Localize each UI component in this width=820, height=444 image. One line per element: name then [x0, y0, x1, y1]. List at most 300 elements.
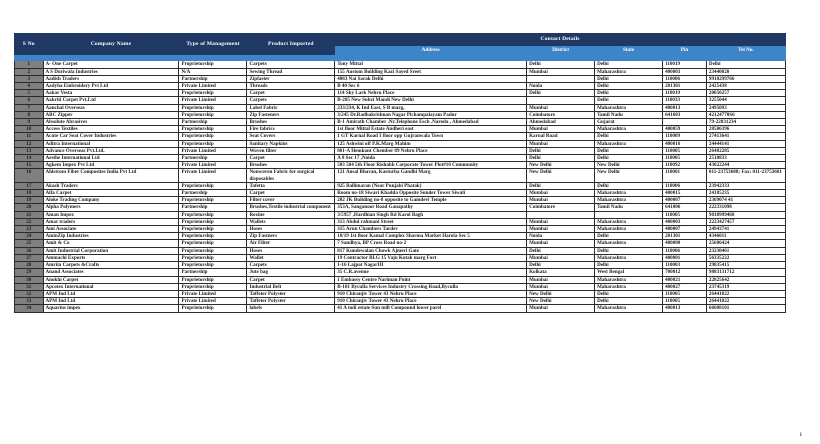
cell-sno: 20 [15, 204, 44, 211]
cell-product-imported: Brushes [247, 162, 335, 169]
cell-company-name: AminZip Industries [43, 233, 179, 240]
cell-type-of-management: Private Limited [179, 169, 247, 182]
column-header-tel-no: Tel No. [706, 46, 785, 55]
cell-state: Maharashtra [595, 305, 663, 312]
cell-product-imported: Carpet [247, 276, 335, 283]
cell-sno: 16 [15, 169, 44, 182]
cell-tel-no: 23440020 [706, 68, 785, 75]
cell-address: 114 Sky Lark Nehru Place [335, 90, 527, 97]
cell-pin: 400001 [663, 254, 707, 261]
cell-sno: 19 [15, 197, 44, 204]
cell-tel-no: 26441022 [706, 290, 785, 297]
cell-pin: 110005 [663, 147, 707, 154]
cell-product-imported: Threads [247, 83, 335, 90]
cell-address: 125 Ashwini off P.K.Marg Mahim [335, 140, 527, 147]
table-row [15, 204, 786, 211]
cell-state: Delhi [595, 290, 663, 297]
cell-company-name: ABC Zipper [43, 111, 179, 118]
cell-type-of-management: Proprietorship [179, 197, 247, 204]
cell-address: 233/234, K Ind East, S B marg, [335, 104, 527, 111]
cell-address: B-1 Amirath Chamber .Nr.Telephone Esch .Naroda , Ahmedabad [335, 119, 527, 126]
table-header [15, 34, 786, 61]
table-row [15, 269, 786, 276]
cell-company-name: Alfa Carpet [43, 190, 179, 197]
table-row [15, 83, 786, 90]
cell-state: Maharashtra [595, 218, 663, 225]
cell-type-of-management: Proprietorship [179, 283, 247, 290]
cell-district: Delhi [527, 90, 595, 97]
cell-type-of-management: Private Limited [179, 97, 247, 104]
cell-tel-no: 42124778S6 [706, 111, 785, 118]
cell-product-imported: Carpet [247, 90, 335, 97]
cell-district: Kolkata [527, 269, 595, 276]
cell-company-name: A S Doriwala Industries [43, 68, 179, 75]
cell-address: 4083 Nai Sarak Delhi [335, 75, 527, 82]
cell-pin: 110019 [663, 61, 707, 68]
cell-company-name: Akash Traders [43, 182, 179, 189]
cell-type-of-management: Proprietorship [179, 126, 247, 133]
cell-type-of-management: Proprietorship [179, 262, 247, 269]
cell-sno: 34 [15, 305, 44, 312]
cell-tel-no: 3255044 [706, 97, 785, 104]
cell-tel-no: 2510833 [706, 155, 785, 162]
cell-pin: 400016 [663, 140, 707, 147]
cell-sno: 1 [15, 61, 44, 68]
cell-district: Mumbai [527, 68, 595, 75]
cell-district: New Delhi [527, 298, 595, 305]
table-row [15, 298, 786, 305]
cell-address: B-205 New Subzi Mandi New Delhi [335, 97, 527, 104]
cell-address: 202 JK Building no-8 opposite to Gamdevi Temple [335, 197, 527, 204]
cell-sno: 5 [15, 90, 44, 97]
cell-state: Delhi [595, 262, 663, 269]
table-row [15, 147, 786, 154]
cell-type-of-management: Private Limited [179, 147, 247, 154]
cell-company-name: Access Textiles [43, 126, 179, 133]
cell-sno: 28 [15, 262, 44, 269]
cell-tel-no: 4346011 [706, 233, 785, 240]
cell-pin: 110005 [663, 290, 707, 297]
cell-state: Delhi [595, 61, 663, 68]
cell-product-imported: Jute bag [247, 269, 335, 276]
cell-company-name: Advance Overseas Pvt.Ltd. [43, 147, 179, 154]
table-row [15, 305, 786, 312]
table-row [15, 61, 786, 68]
cell-company-name: Ammachi Exports [43, 254, 179, 261]
cell-product-imported: Air Filter [247, 240, 335, 247]
cell-district: Delhi [527, 147, 595, 154]
cell-sno: 21 [15, 211, 44, 218]
cell-sno: 6 [15, 97, 44, 104]
cell-district: New Delhi [527, 290, 595, 297]
cell-company-name: Amrita Carpets &Crafts [43, 262, 179, 269]
cell-tel-no: 23230461 [706, 247, 785, 254]
cell-pin: 400027 [663, 283, 707, 290]
cell-type-of-management: Proprietorship [179, 276, 247, 283]
cell-pin: 700012 [663, 269, 707, 276]
cell-address: Room no-18 Siwari Khadda Opposite Sunder Tower Siwali [335, 190, 527, 197]
cell-company-name: Anand Associates [43, 269, 179, 276]
table-row [15, 155, 786, 162]
cell-address: 925 Ballimaran (Near Punjabi Phatak) [335, 182, 527, 189]
cell-state: Maharashtra [595, 283, 663, 290]
cell-tel-no: 28506396 [706, 126, 785, 133]
cell-pin: 400007 [663, 197, 707, 204]
cell-product-imported: Hoses [247, 226, 335, 233]
cell-address: 910 Chiranjiv Tower 43 Nehru Place [335, 290, 527, 297]
cell-tel-no: 29835415 [706, 262, 785, 269]
cell-sno: 23 [15, 226, 44, 233]
cell-sno: 8 [15, 111, 44, 118]
cell-type-of-management: Proprietorship [179, 240, 247, 247]
cell-pin: 641006 [663, 204, 707, 211]
cell-tel-no: 27413641 [706, 133, 785, 140]
cell-state: West Bengal [595, 269, 663, 276]
cell-company-name: Aanchal Overseas [43, 104, 179, 111]
cell-type-of-management: Proprietorship [179, 305, 247, 312]
cell-company-name: Anokhi Carpet [43, 276, 179, 283]
cell-tel-no: 24185235 [706, 190, 785, 197]
cell-product-imported: labels [247, 305, 335, 312]
cell-type-of-management: Partnership [179, 190, 247, 197]
cell-district [527, 211, 595, 218]
cell-company-name: Absolute Abrasives [43, 119, 179, 126]
cell-pin: 110006 [663, 75, 707, 82]
cell-address: 35 C.R.avenue [335, 269, 527, 276]
cell-tel-no: 24444141 [706, 140, 785, 147]
cell-state: Gujarat [595, 119, 663, 126]
column-header-address: Address [335, 46, 527, 55]
cell-state: Delhi [595, 247, 663, 254]
cell-district: Ahmedabad [527, 119, 595, 126]
cell-sno: 12 [15, 140, 44, 147]
cell-state: Delhi [595, 75, 663, 82]
table-row [15, 111, 786, 118]
cell-pin: 201301 [663, 233, 707, 240]
cell-state: Maharashtra [595, 240, 663, 247]
cell-product-imported: Filter cover [247, 197, 335, 204]
cell-product-imported: Brushes,Textile industrial component [247, 204, 335, 211]
cell-district: Mumbai [527, 190, 595, 197]
cell-pin: 400007 [663, 226, 707, 233]
table-body [15, 61, 786, 312]
cell-product-imported: Industrial Belt [247, 283, 335, 290]
cell-address: 19 Contractor BLG 15 Vaju Kotak marg Fort [335, 254, 527, 261]
cell-product-imported: Carpet [247, 155, 335, 162]
cell-pin [663, 119, 707, 126]
cell-type-of-management: Partnership [179, 204, 247, 211]
cell-state: Maharashtra [595, 190, 663, 197]
column-header-contact-details: Contact Details [335, 34, 786, 46]
table-row [15, 104, 786, 111]
cell-district: Mumbai [527, 283, 595, 290]
cell-company-name: Amar traders [43, 218, 179, 225]
cell-address: 1 Embassy Centre Nariman Point [335, 276, 527, 283]
cell-company-name: Acute Car Seat Cover Industries [43, 133, 179, 140]
column-header-state: State [595, 46, 663, 55]
cell-state: Tamil Nadu [595, 204, 663, 211]
cell-type-of-management: Proprietorship [179, 133, 247, 140]
cell-address: 1-16 Lajpat NagarIII [335, 262, 527, 269]
cell-product-imported: Wallet [247, 254, 335, 261]
cell-pin: 110005 [663, 298, 707, 305]
cell-state: Maharashtra [595, 226, 663, 233]
column-header-company-name: Company Name [43, 34, 179, 55]
cell-pin: 400003 [663, 218, 707, 225]
cell-company-name: Aesthe International Ltd [43, 155, 179, 162]
table-row [15, 182, 786, 189]
cell-company-name: APM Ind Ltd [43, 298, 179, 305]
cell-product-imported: Label Fabric [247, 104, 335, 111]
cell-address: 1 GT Karnal Road I floor opp Gujranwala Town [335, 133, 527, 140]
cell-sno: 4 [15, 83, 44, 90]
cell-address: A 8 Sec 17 ,Noida [335, 155, 527, 162]
cell-district: Coimbatore [527, 204, 595, 211]
cell-type-of-management: N/A [179, 68, 247, 75]
cell-district: Mumbai [527, 240, 595, 247]
cell-company-name: APM Ind Ltd [43, 290, 179, 297]
cell-product-imported: Woven filter [247, 147, 335, 154]
cell-sno: 22 [15, 218, 44, 225]
cell-sno: 10 [15, 126, 44, 133]
cell-state: Delhi [595, 182, 663, 189]
cell-tel-no: 22825642 [706, 276, 785, 283]
cell-pin: 110006 [663, 247, 707, 254]
cell-state: Delhi [595, 233, 663, 240]
cell-product-imported: Carpet [247, 190, 335, 197]
table-row [15, 262, 786, 269]
cell-address: 817 Kundewalan Chowk Ajmeri Gate [335, 247, 527, 254]
table-row [15, 247, 786, 254]
cell-company-name: Apcotex International [43, 283, 179, 290]
cell-address: 1st floor Mittal Estate Andheri east [335, 126, 527, 133]
cell-sno: 33 [15, 298, 44, 305]
cell-tel-no: 43022244 [706, 162, 785, 169]
cell-address: 3/5957 ,Hardhian Singh Rd Karol Bagh [335, 211, 527, 218]
cell-tel-no: 9810999468 [706, 211, 785, 218]
cell-state: Maharashtra [595, 104, 663, 111]
cell-district: Mumbai [527, 305, 595, 312]
table-row [15, 119, 786, 126]
cell-address: 353A, Sanganoor Road Ganapathy [335, 204, 527, 211]
cell-company-name: Ahlstrom Fiber Composites India Pvt Ltd [43, 169, 179, 182]
cell-address: 10/19 1st floor Kamal Complex Sharma Market Harola Sec 5 [335, 233, 527, 240]
cell-address: Tony Mittal [335, 61, 527, 68]
cell-district: Coimbatore [527, 111, 595, 118]
cell-product-imported: Tafetta [247, 182, 335, 189]
cell-district: Noida [527, 233, 595, 240]
table-row [15, 190, 786, 197]
cell-type-of-management: Private Limited [179, 162, 247, 169]
column-header-sno: S No [15, 34, 44, 55]
cell-sno: 31 [15, 283, 44, 290]
cell-state: Maharashtra [595, 140, 663, 147]
cell-state: Delhi [595, 83, 663, 90]
cell-district: Mumbai [527, 276, 595, 283]
cell-product-imported: Rexine [247, 211, 335, 218]
table-row [15, 226, 786, 233]
cell-product-imported: Seat Covers [247, 133, 335, 140]
cell-address: 503 504 5th Floor Rishabh Corporate Tower Plot#16 Community [335, 162, 527, 169]
cell-pin: 201301 [663, 83, 707, 90]
cell-district: Mumbai [527, 140, 595, 147]
cell-type-of-management: Private Limited [179, 83, 247, 90]
cell-company-name: Aadyha Embroidery Pvt Ltd [43, 83, 179, 90]
cell-product-imported: Taffeter Polyster [247, 290, 335, 297]
cell-tel-no: 26482285 [706, 147, 785, 154]
cell-state [595, 211, 663, 218]
table-row [15, 90, 786, 97]
cell-company-name: Aloke Trading Company [43, 197, 179, 204]
table-row [15, 218, 786, 225]
importers-table [14, 33, 786, 313]
cell-tel-no: 2223427457 [706, 218, 785, 225]
cell-state: Delhi [595, 298, 663, 305]
cell-address: 315 Arun Chambers Tardev [335, 226, 527, 233]
cell-state: Maharashtra [595, 254, 663, 261]
cell-company-name: Ami Associate [43, 226, 179, 233]
cell-pin: 110019 [663, 90, 707, 97]
cell-product-imported: Zipfaster [247, 75, 335, 82]
cell-sno: 27 [15, 254, 44, 261]
cell-product-imported: Taffeter Polyster [247, 298, 335, 305]
cell-product-imported: Carpets [247, 61, 335, 68]
cell-pin: 110005 [663, 211, 707, 218]
page-number: 1 [799, 433, 802, 438]
cell-state: Tamil Nadu [595, 111, 663, 118]
cell-address: 121 Ansal Bhavan, Kasturba Gandhi Marg [335, 169, 527, 182]
cell-product-imported: Carpets [247, 97, 335, 104]
cell-pin: 400013 [663, 305, 707, 312]
cell-product-imported: Brushes [247, 119, 335, 126]
cell-company-name: A- One Carpet [43, 61, 179, 68]
cell-company-name: Aquarius impex [43, 305, 179, 312]
cell-address: 41 A todi estate Sun mill Compound lower parel [335, 305, 527, 312]
cell-pin: 110005 [663, 155, 707, 162]
cell-sno: 30 [15, 276, 44, 283]
table-row [15, 169, 786, 182]
cell-company-name: Alpha Polymers [43, 204, 179, 211]
cell-sno: 2 [15, 68, 44, 75]
cell-sno: 17 [15, 182, 44, 189]
table-row [15, 162, 786, 169]
cell-tel-no: 011-23753680; Fax: 011-23753681 [706, 169, 785, 182]
cell-district: Delhi [527, 61, 595, 68]
cell-type-of-management: Proprietorship [179, 254, 247, 261]
table-row [15, 240, 786, 247]
cell-pin: 110009 [663, 133, 707, 140]
cell-pin: 110001 [663, 169, 707, 182]
cell-type-of-management: Proprietorship [179, 182, 247, 189]
cell-pin: 110033 [663, 97, 707, 104]
cell-sno: 24 [15, 233, 44, 240]
column-header-district: District [527, 46, 595, 55]
cell-tel-no: 9883131712 [706, 269, 785, 276]
cell-type-of-management: Proprietorship [179, 140, 247, 147]
table-row [15, 133, 786, 140]
cell-district: Delhi [527, 262, 595, 269]
cell-state: Maharashtra [595, 68, 663, 75]
cell-type-of-management: Proprietorship [179, 111, 247, 118]
cell-state: New Delhi [595, 162, 663, 169]
cell-address: B 40 Sec 6 [335, 83, 527, 90]
cell-address: 313 Abdul rahmani Street [335, 218, 527, 225]
cell-company-name: Aditra International [43, 140, 179, 147]
cell-product-imported: Zip Fasteners [247, 111, 335, 118]
cell-product-imported: Sanitary Napkins [247, 140, 335, 147]
table-row [15, 197, 786, 204]
cell-state: Delhi [595, 90, 663, 97]
cell-address: B-101 Byculla Services Industry Crossing Road,Byculla [335, 283, 527, 290]
cell-state: Maharashtra [595, 126, 663, 133]
cell-sno: 14 [15, 155, 44, 162]
cell-tel-no: 25686424 [706, 240, 785, 247]
cell-sno: 9 [15, 119, 44, 126]
cell-company-name: Aakriti Carpet Pvt.Ltd [43, 97, 179, 104]
cell-product-imported: Nonwoven Fabric for surgical disposables [247, 169, 335, 182]
cell-pin: 400059 [663, 126, 707, 133]
cell-state: Delhi [595, 97, 663, 104]
cell-type-of-management: Proprietorship [179, 226, 247, 233]
cell-type-of-management: Private Limited [179, 290, 247, 297]
cell-tel-no: 26441022 [706, 298, 785, 305]
cell-type-of-management: Proprietorship [179, 218, 247, 225]
cell-district: New Delhi [527, 169, 595, 182]
cell-sno: 32 [15, 290, 44, 297]
cell-type-of-management: Partnership [179, 155, 247, 162]
cell-tel-no: 2495093 [706, 104, 785, 111]
cell-pin: 400021 [663, 276, 707, 283]
table-row [15, 97, 786, 104]
cell-sno: 3 [15, 75, 44, 82]
cell-tel-no: 2369074 41 [706, 197, 785, 204]
cell-type-of-management: Private Limited [179, 298, 247, 305]
cell-sno: 29 [15, 269, 44, 276]
table-row [15, 68, 786, 75]
cell-tel-no: 66608101 [706, 305, 785, 312]
cell-address: 801-A Hemkont Chember 89 Nehru Place [335, 147, 527, 154]
cell-company-name: Aman Impex [43, 211, 179, 218]
cell-tel-no: 9910299766 [706, 75, 785, 82]
table-row [15, 126, 786, 133]
cell-tel-no: 2425438 [706, 83, 785, 90]
cell-tel-no: 20050257 [706, 90, 785, 97]
cell-product-imported: Zip Fastners [247, 233, 335, 240]
cell-tel-no: 222331098 [706, 204, 785, 211]
cell-type-of-management: Partnership [179, 269, 247, 276]
cell-state: Delhi [595, 147, 663, 154]
cell-district: Delhi [527, 182, 595, 189]
cell-state: New Delhi [595, 169, 663, 182]
table-row [15, 276, 786, 283]
cell-product-imported: Fire fabrics [247, 126, 335, 133]
cell-district: Mumbai [527, 126, 595, 133]
column-header-type-of-management: Type of Management [179, 34, 247, 55]
cell-sno: 13 [15, 147, 44, 154]
cell-address: 910 Chiranjiv Tower 43 Nehru Place [335, 298, 527, 305]
cell-company-name: Aadish Traders [43, 75, 179, 82]
cell-type-of-management: Proprietorship [179, 90, 247, 97]
header-row-primary [15, 34, 786, 46]
cell-tel-no: 23942333 [706, 182, 785, 189]
cell-district: Mumbai [527, 104, 595, 111]
cell-product-imported: Carpets [247, 262, 335, 269]
cell-address: 7 Sandhya, BP Cross Road no-2 [335, 240, 527, 247]
cell-tel-no: 23745319 [706, 283, 785, 290]
cell-pin: 110003 [663, 262, 707, 269]
cell-tel-no: 24943741 [706, 226, 785, 233]
cell-district: New Delhi [527, 162, 595, 169]
